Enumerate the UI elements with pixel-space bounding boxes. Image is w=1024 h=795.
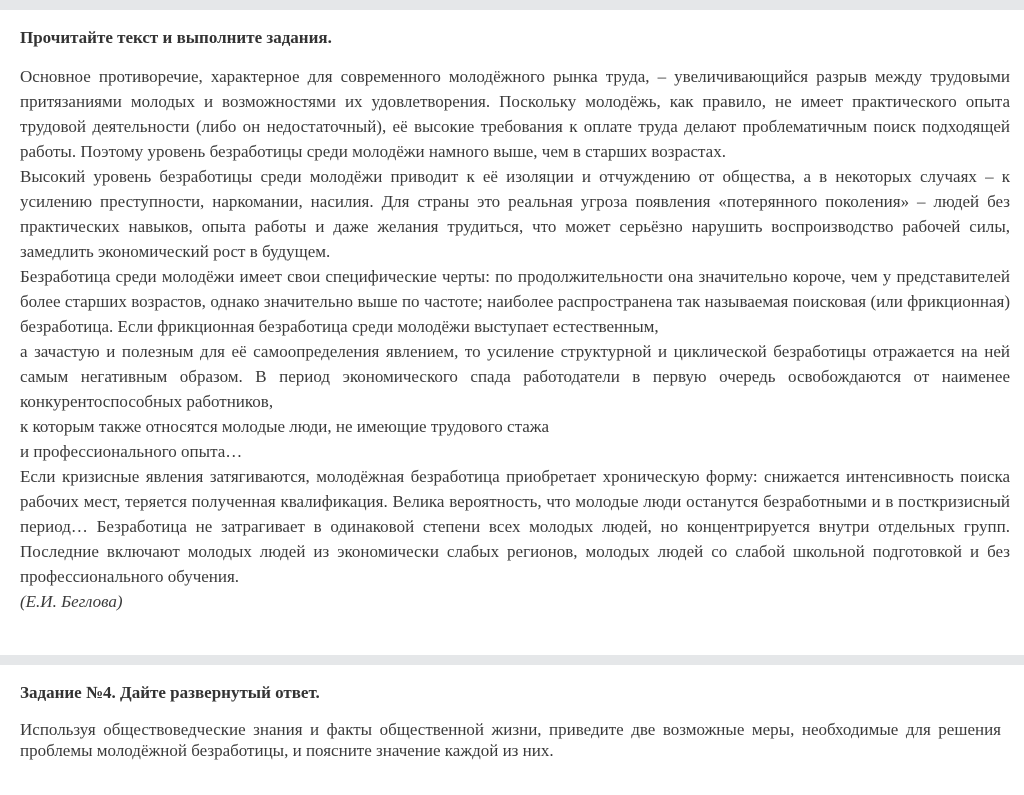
reading-section bbox=[20, 26, 1010, 614]
text-source: (Е.И. Беглова) bbox=[20, 592, 123, 611]
paragraph-5: к которым также относятся молодые люди, не имеющие трудового стажа bbox=[20, 417, 550, 436]
paragraph-1: Основное противоречие, характерное для современного молодёжного рынка труда, – увеличивающийся разрыв между трудовыми притязаниями молодых и возможностями их удовлетворения. Поскольку молодёжь, как правило, не имеет практического опыта трудовой деятельности (либо он недостаточный), её высокие требования к оплате труда делают проблематичным поиск подходящей работы. Поэтому уровень безработицы среди молодёжи намного выше, чем в старших возрастах. bbox=[20, 67, 1010, 161]
paragraph-4: а зачастую и полезным для её самоопределения явлением, то усиление структурной и циклической безработицы отражается на ней самым негативным образом. В период экономического спада работодатели в первую очередь освобождаются от наименее конкурентоспособных работников, bbox=[20, 342, 1010, 411]
task-text: Используя обществоведческие знания и факты общественной жизни, приведите две возможные меры, необходимые для решения проблемы молодёжной безработицы, и поясните значение каждой из них. bbox=[20, 720, 1001, 760]
top-divider-bar bbox=[0, 0, 1024, 10]
paragraph-3: Безработица среди молодёжи имеет свои специфические черты: по продолжительности она значительно короче, чем у представителей более старших возрастов, однако значительно выше по частоте; наиболее распространена так называемая поисковая (или фрикционная) безработица. Если фрикционная безработица среди молодёжи выступает естественным, bbox=[20, 267, 1010, 336]
paragraph-7: Если кризисные явления затягиваются, молодёжная безработица приобретает хроническую форму: снижается интенсивность поиска рабочих мест, теряется полученная квалификация. Велика вероятность, что молодые люди останутся безработными и в посткризисный период… Безработица не затрагивает в одинаковой степени всех молодых людей, но концентрируется внутри отдельных групп. Последние включают молодых людей из экономически слабых регионов, молодых людей со слабой школьной подготовкой и без профессионального обучения. bbox=[20, 467, 1010, 586]
task-title: Задание №4. Дайте развернутый ответ. bbox=[20, 683, 320, 702]
section-divider-bar bbox=[0, 655, 1024, 665]
reading-instruction: Прочитайте текст и выполните задания. bbox=[20, 28, 332, 47]
paragraph-6: и профессионального опыта… bbox=[20, 442, 243, 461]
paragraph-2: Высокий уровень безработицы среди молодёжи приводит к её изоляции и отчуждению от общества, а в некоторых случаях – к усилению преступности, наркомании, насилия. Для страны это реальная угроза появления «потерянного поколения» – людей без практических навыков, опыта работы и даже желания трудиться, что может серьёзно нарушить воспроизводство рабочей силы, замедлить экономический рост в будущем. bbox=[20, 167, 1010, 261]
task-section bbox=[20, 681, 1001, 761]
